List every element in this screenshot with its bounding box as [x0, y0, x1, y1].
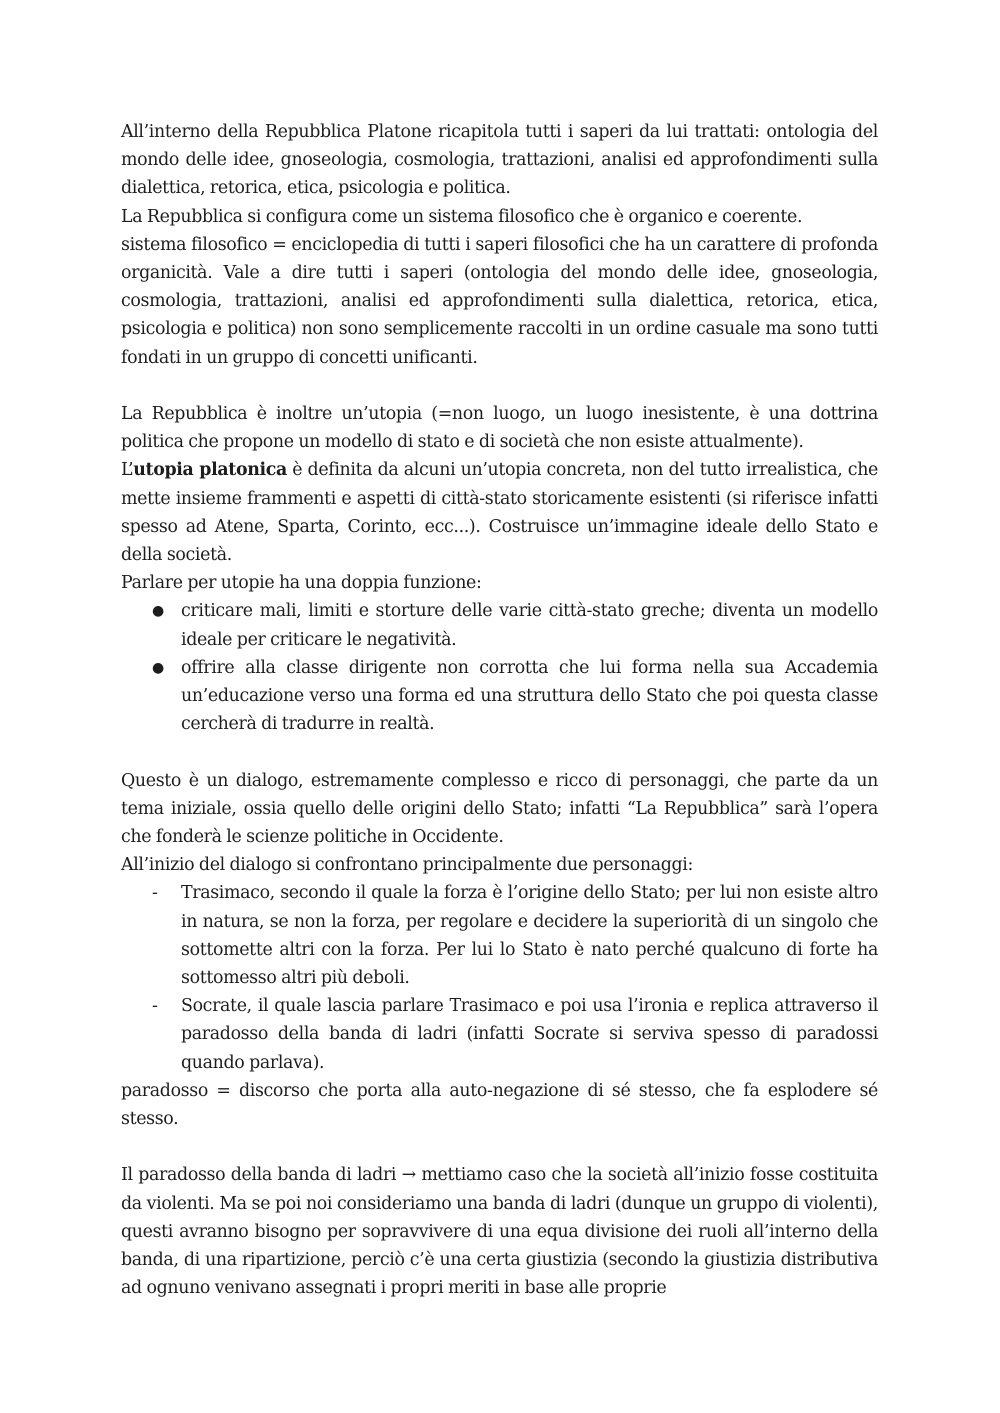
- paragraph-banda-ladri: Il paradosso della banda di ladri → mettiamo caso che la società all’inizio fosse costituita da violenti. Ma se poi noi consideriamo una banda di ladri (dunque un gruppo di violenti), questi avranno bisogno per sopravvivere di una equa divisione dei ruoli all’interno della banda, di una ripartizione, perciò c’è una certa giustizia (secondo la giustizia distributiva ad ognuno venivano assegnati i propri meriti in base alle proprie: [121, 1165, 878, 1299]
- bullet-icon: ●: [152, 659, 164, 676]
- list-item: [121, 992, 878, 1077]
- paragraph-dialogo: Questo è un dialogo, estremamente complesso e ricco di personaggi, che parte da un tema iniziale, ossia quello delle origini dello Stato; infatti “La Repubblica” sarà l’opera che fonderà le scienze politiche in Occidente.: [121, 770, 878, 848]
- paragraph-utopia: La Repubblica è inoltre un’utopia (=non luogo, un luogo inesistente, è una dottrina politica che propone un modello di stato e di società che non esiste attualmente).: [121, 404, 878, 453]
- paragraph-paradosso-definizione: paradosso = discorso che porta alla auto-negazione di sé stesso, che fa esplodere sé stesso.: [121, 1080, 878, 1130]
- paragraph-sistema: La Repubblica si configura come un sistema filosofico che è organico e coerente.: [121, 206, 803, 227]
- bullet-list: [121, 597, 878, 738]
- dash-list: [121, 879, 878, 1076]
- list-item: [121, 597, 878, 653]
- bullet-icon: ●: [152, 603, 164, 620]
- paragraph-utopia-platonica: [121, 456, 878, 569]
- dash-icon: -: [152, 996, 158, 1017]
- list-item-text: offrire alla classe dirigente non corrotta che lui forma nella sua Accademia un’educazione verso una forma ed una struttura dello Stato che poi questa classe cercherà di tradurre in realtà.: [181, 657, 878, 735]
- spacer: [121, 1133, 878, 1161]
- list-item: [121, 879, 878, 992]
- paragraph-funzione: Parlare per utopie ha una doppia funzione:: [121, 573, 482, 594]
- text-prefix: L’: [121, 460, 134, 481]
- spacer: [121, 738, 878, 766]
- paragraph-saperi: All’interno della Repubblica Platone ricapitola tutti i saperi da lui trattati: ontologia del mondo delle idee, gnoseologia, cosmologia, trattazioni, analisi ed approfondimenti sulla dialettica, retorica, etica, psicologia e politica.: [121, 122, 878, 199]
- paragraph-personaggi: All’inizio del dialogo si confrontano principalmente due personaggi:: [121, 855, 693, 876]
- list-item-text: Trasimaco, secondo il quale la forza è l’origine dello Stato; per lui non esiste altro in natura, se non la forza, per regolare e decidere la superiorità di un singolo che sottomette altri con la forza. Per lui lo Stato è nato perché qualcuno di forte ha sottomesso altri più deboli.: [181, 883, 878, 989]
- spacer: [121, 372, 878, 400]
- text-rest: è definita da alcuni un’utopia concreta, non del tutto irrealistica, che mette insieme frammenti e aspetti di città-stato storicamente esistenti (si riferisce infatti spesso ad Atene, Sparta, Corinto, ecc...). Costruisce un’immagine ideale dello Stato e della società.: [121, 460, 878, 566]
- list-item: [121, 654, 878, 739]
- document-page: [121, 118, 878, 1302]
- paragraph-sistema-definizione: sistema filosofico = enciclopedia di tutti i saperi filosofici che ha un carattere di profonda organicità. Vale a dire tutti i saperi (ontologia del mondo delle idee, gnoseologia, cosmologia, trattazioni, analisi ed approfondimenti sulla dialettica, retorica, etica, psicologia e politica) non sono semplicemente raccolti in un ordine casuale ma sono tutti fondati in un gruppo di concetti unificanti.: [121, 234, 878, 368]
- list-item-text: Socrate, il quale lascia parlare Trasimaco e poi usa l’ironia e replica attraverso il paradosso della banda di ladri (infatti Socrate si serviva spesso di paradossi quando parlava).: [181, 996, 878, 1073]
- list-item-text: criticare mali, limiti e storture delle varie città-stato greche; diventa un modello ideale per criticare le negatività.: [181, 601, 878, 650]
- bold-term: utopia platonica: [133, 460, 287, 481]
- dash-icon: -: [152, 883, 158, 904]
